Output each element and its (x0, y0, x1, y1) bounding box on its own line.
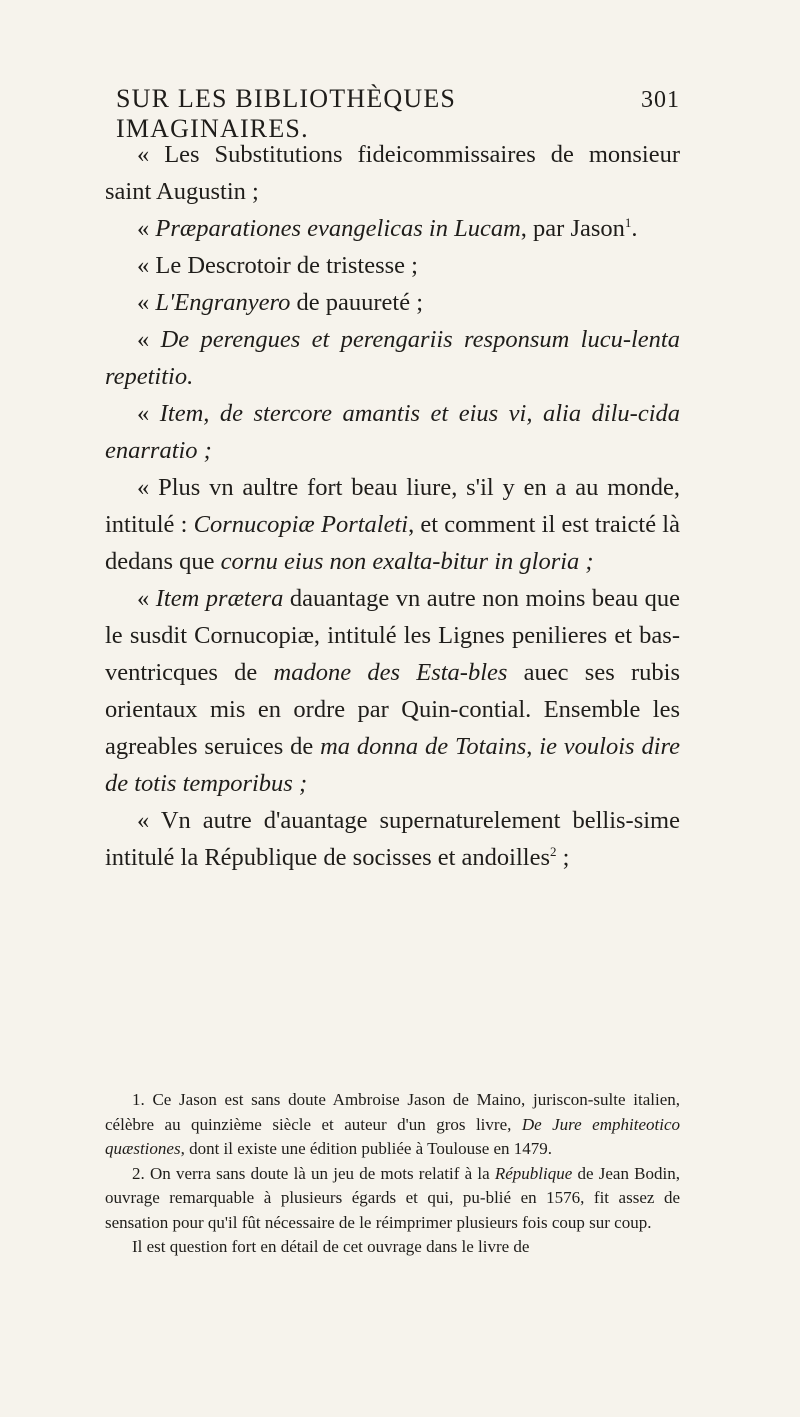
text-run: Il est question fort en détail de cet ouvrage dans le livre de (132, 1237, 530, 1256)
running-head-title: SUR LES BIBLIOTHÈQUES IMAGINAIRES. (116, 84, 457, 143)
catalog-entry (105, 284, 680, 321)
text-run: , et comment il est traicté là dedans que (105, 511, 680, 575)
text-run: « (137, 400, 160, 427)
italic-text: De Jure emphiteotico quæstiones (105, 1114, 680, 1158)
catalog-entry (105, 136, 680, 210)
text-run: , par Jason (520, 215, 625, 242)
footnote (105, 1162, 680, 1236)
italic-text: Item prætera (155, 585, 284, 612)
text-run: « Plus vn aultre fort beau liure, s'il y en a au monde, intitulé : (105, 474, 680, 538)
text-run: , dont il existe une édition publiée à Toulouse en 1479. (180, 1139, 553, 1158)
footnote (105, 1088, 680, 1162)
italic-text: République (494, 1163, 573, 1183)
footnotes (105, 1088, 680, 1260)
text-run: de Jean Bodin, ouvrage remarquable à plusieurs égards et qui, pu-blié en 1576, fit assez de sensation pour qu'il fût nécessaire de le réimprimer plusieurs fois coup sur coup. (105, 1163, 680, 1232)
text-run: « (137, 289, 156, 316)
italic-text: De perengues et perengariis responsum lucu-lenta repetitio. (105, 326, 680, 390)
italic-text: ie voulois dire de totis temporibus ; (105, 733, 680, 797)
text-run: « Vn autre d'auantage supernaturelement bellis-sime intitulé la République de socisses et andoilles (105, 807, 680, 871)
footnote (105, 1235, 680, 1260)
catalog-entry (105, 802, 680, 876)
page-number: 301 (641, 87, 680, 113)
text-run: 1. Ce Jason est sans doute Ambroise Jason de Maino, juriscon-sulte italien, célèbre au quinzième siècle et auteur d'un gros livre, (105, 1090, 680, 1134)
running-head (116, 84, 680, 144)
italic-text: ma donna de Totains (320, 733, 527, 760)
text-run: ; (556, 844, 570, 871)
text-run: « Le Descrotoir de tristesse ; (137, 252, 418, 279)
text-run: « (137, 215, 156, 242)
italic-text: L'Engranyero (155, 289, 291, 316)
catalog-entry (105, 321, 680, 395)
footnote-reference: 1 (624, 214, 632, 230)
catalog-entry (105, 210, 680, 247)
italic-text: cornu eius non exalta-bitur in gloria ; (220, 548, 594, 575)
text-run: de pauureté ; (290, 289, 424, 316)
text-run: « Les Substitutions fideicommissaires de monsieur saint Augustin ; (105, 141, 680, 205)
text-run: « (137, 326, 161, 353)
text-run: 2. On verra sans doute là un jeu de mots relatif à la (132, 1163, 495, 1183)
text-run: « (137, 585, 156, 612)
main-text (105, 136, 680, 876)
text-run: dauantage vn autre non moins beau que le susdit Cornucopiæ, intitulé les Lignes penilieres et bas-ventricques de (105, 585, 681, 686)
italic-text: Item, de stercore amantis et eius vi, alia dilu-cida enarratio ; (105, 400, 681, 464)
text-run: . (631, 215, 638, 242)
catalog-entry (105, 247, 680, 284)
catalog-entry (105, 395, 680, 469)
catalog-entry (105, 469, 680, 580)
text-run: , (526, 733, 540, 760)
italic-text: madone des Esta-bles (273, 659, 508, 686)
italic-text: Præparationes evangelicas in Lucam (155, 215, 521, 242)
text-run: auec ses rubis orientaux mis en ordre par Quin-contial. Ensemble les agreables seruices de (105, 659, 680, 760)
catalog-entry (105, 580, 680, 802)
footnote-reference: 2 (550, 843, 557, 859)
italic-text: Cornucopiæ Portaleti (193, 511, 409, 538)
